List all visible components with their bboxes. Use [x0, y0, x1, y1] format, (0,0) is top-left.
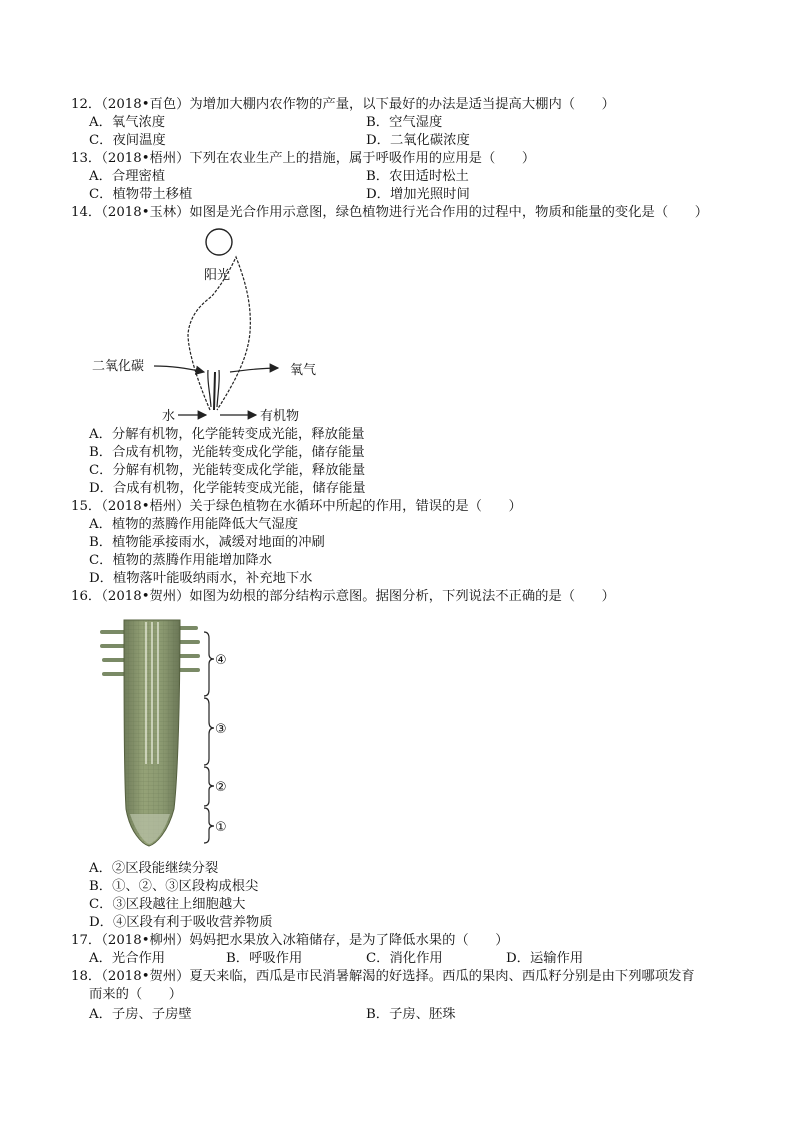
- leaf-midrib: [214, 372, 215, 410]
- question-14-option-b: B．合成有机物，光能转变成化学能，储存能量: [89, 445, 365, 460]
- co2-label: 二氧化碳: [92, 359, 145, 374]
- question-16-option-a: A．②区段能继续分裂: [89, 861, 219, 876]
- sun-label: 阳光: [204, 268, 231, 283]
- question-15-option-c: C．植物的蒸腾作用能增加降水: [89, 553, 273, 568]
- question-13-option-a: A．合理密植: [89, 169, 166, 184]
- bracket-zone-1: [204, 808, 214, 843]
- photosynthesis-diagram: [80, 222, 370, 427]
- question-13-option-d: D．增加光照时间: [366, 187, 470, 202]
- question-18-stem-line2: 而来的（ ）: [89, 987, 183, 1002]
- bracket-zone-3: [204, 698, 214, 765]
- leaf-vein-right: [217, 370, 219, 407]
- question-18-stem-line1: 18．（2018•贺州）夏天来临，西瓜是市民消暑解渴的好选择。西瓜的果肉、西瓜籽分别是由下列哪项发育: [71, 969, 695, 984]
- organic-label: 有机物: [260, 409, 300, 424]
- zone-3-label: ③: [215, 722, 227, 737]
- question-12-option-c: C．夜间温度: [89, 133, 166, 148]
- question-17-option-a: A．光合作用: [89, 951, 166, 966]
- question-17-stem: 17．（2018•柳州）妈妈把水果放入冰箱储存，是为了降低水果的（ ）: [71, 933, 509, 948]
- question-17-option-d: D．运输作用: [506, 951, 584, 966]
- o2-label: 氧气: [290, 363, 317, 378]
- question-14-stem: 14．（2018•玉林）如图是光合作用示意图，绿色植物进行光合作用的过程中，物质和能量的变化是（ ）: [71, 205, 709, 220]
- question-13-option-c: C．植物带土移植: [89, 187, 193, 202]
- question-15-option-d: D．植物落叶能吸纳雨水，补充地下水: [89, 571, 313, 586]
- question-16-option-c: C．③区段越往上细胞越大: [89, 897, 246, 912]
- question-14-option-a: A．分解有机物，化学能转变成光能，释放能量: [89, 427, 365, 442]
- co2-arrow: [154, 366, 204, 372]
- sun-icon: [206, 229, 232, 255]
- root-tip-diagram: [94, 614, 244, 854]
- leaf-vein-left: [208, 370, 211, 407]
- zone-1-label: ①: [215, 820, 227, 835]
- question-14-option-c: C．分解有机物，光能转变成化学能，释放能量: [89, 463, 366, 478]
- question-16-stem: 16．（2018•贺州）如图为幼根的部分结构示意图。据图分析，下列说法不正确的是（ ）: [71, 589, 615, 604]
- question-18-option-a: A．子房、子房壁: [89, 1007, 192, 1022]
- bracket-zone-4: [204, 632, 214, 696]
- question-16-option-b: B．①、②、③区段构成根尖: [89, 879, 259, 894]
- bracket-zone-2: [204, 767, 214, 806]
- question-16-option-d: D．④区段有利于吸收营养物质: [89, 915, 273, 930]
- o2-arrow: [230, 368, 278, 372]
- question-12-stem: 12．（2018•百色）为增加大棚内农作物的产量，以下最好的办法是适当提高大棚内（ ）: [71, 97, 615, 112]
- question-12-option-a: A．氧气浓度: [89, 115, 166, 130]
- question-13-option-b: B．农田适时松土: [366, 169, 469, 184]
- question-17-option-b: B．呼吸作用: [226, 951, 303, 966]
- question-15-option-a: A．植物的蒸腾作用能降低大气湿度: [89, 517, 299, 532]
- zone-2-label: ②: [215, 780, 227, 795]
- question-12-option-b: B．空气湿度: [366, 115, 443, 130]
- question-13-stem: 13．（2018•梧州）下列在农业生产上的措施，属于呼吸作用的应用是（ ）: [71, 151, 536, 166]
- question-15-option-b: B．植物能承接雨水，减缓对地面的冲刷: [89, 535, 325, 550]
- question-17-option-c: C．消化作用: [366, 951, 443, 966]
- zone-4-label: ④: [215, 653, 227, 668]
- question-14-option-d: D．合成有机物，化学能转变成光能，储存能量: [89, 481, 366, 496]
- question-15-stem: 15．（2018•梧州）关于绿色植物在水循环中所起的作用，错误的是（ ）: [71, 499, 522, 514]
- question-12-option-d: D．二氧化碳浓度: [366, 133, 470, 148]
- water-label: 水: [162, 409, 176, 424]
- question-18-option-b: B．子房、胚珠: [366, 1007, 456, 1022]
